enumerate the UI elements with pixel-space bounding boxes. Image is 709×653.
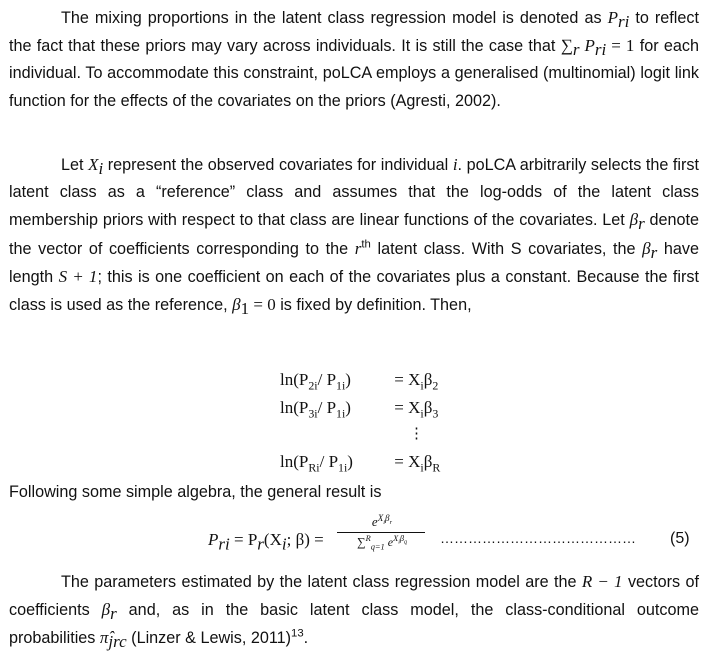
fraction-bar: [337, 532, 425, 533]
paragraph-1: The mixing proportions in the latent class regression model is denoted as $P_{ri}$ to reflect the fact that these priors may vary across individuals. It is still the case that $\sum_r$ $P_{ri} = 1$ for each individual. To accommodate this constraint, poLCA employs a generalised (multinomial) logit link function for the effects of the covariates on the priors (Agresti, 2002).: [9, 8, 699, 110]
equation-5-lhs: $P_{ri} = P_r(X_i$; β) =: [208, 530, 324, 554]
fraction-denominator: ∑$^R_{q=1}$ $e^{X_i\beta_q}$: [357, 534, 407, 552]
equation-row-2: $\ln(P_{2i}/$ $P_{1i}) = X_i\beta_2$: [280, 370, 439, 393]
equation-row-r: $\ln(P_{Ri}/$ $P_{1i}) = X_i\beta_R$: [280, 452, 441, 475]
fraction-numerator: $e^{X_i\beta_r}$: [371, 512, 393, 529]
equation-row-3: $\ln(P_{3i}/$ $P_{1i}) = X_i\beta_3$: [280, 398, 439, 421]
equation-5-leader-dots: ……………………………………: [440, 530, 636, 546]
equation-5-number: (5): [670, 530, 690, 547]
vertical-ellipsis: ⋮: [409, 426, 424, 442]
following-text: Following some simple algebra, the general result is: [9, 483, 382, 501]
paragraph-3: The parameters estimated by the latent class regression model are the R − 1 vectors of coefficients $\beta_r$ and, as in the basic latent class model, the class-conditional outcome probabilities $\pî_{jrc}$ (Linzer & Lewis, 2011)$^{13}$.: [9, 572, 700, 652]
paragraph-2: Let $X_i$ represent the observed covariates for individual i. poLCA arbitrarily selects the first latent class as a “reference” class and assumes that the log-odds of the latent class membership priors with respect to that class are linear functions of the covariates. Let $\beta_r$ denote the vector of coefficients corresponding to the $r^{th}$ latent class. With S covariates, the $\beta_r$ have length S + 1; this is one coefficient on each of the covariates plus a constant. Because the first class is used as the reference, $\beta_1 = 0$ is fixed by definition. Then,: [9, 155, 700, 319]
equation-5-fraction: [337, 514, 427, 558]
